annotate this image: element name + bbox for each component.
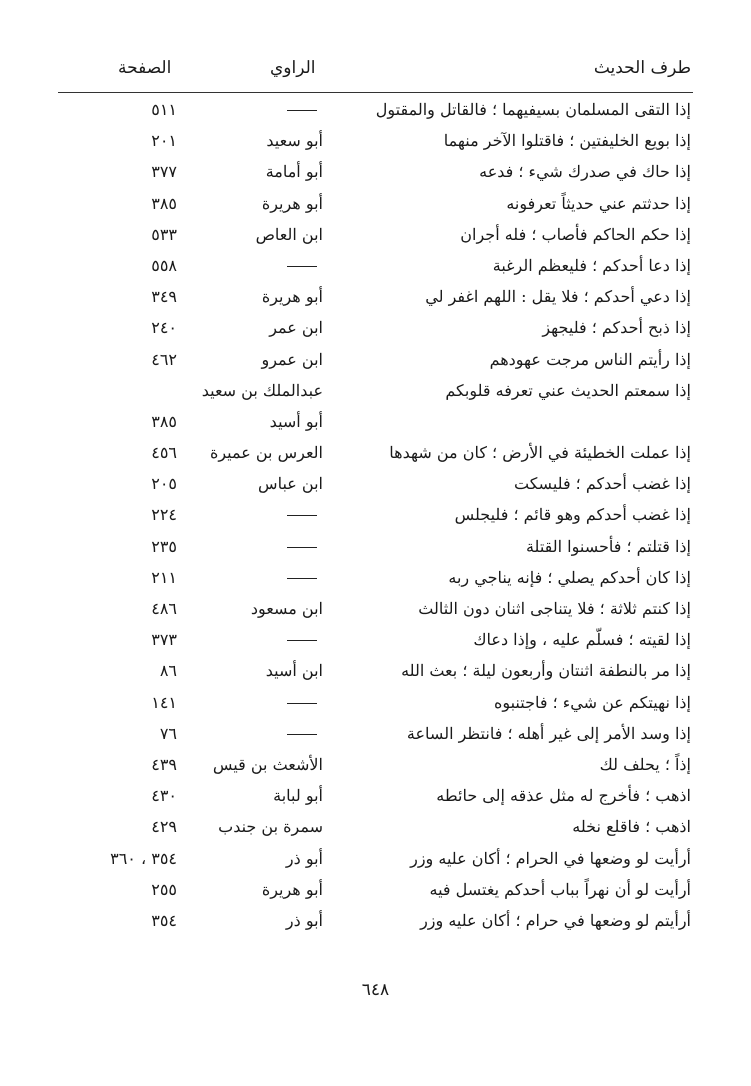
page-ref: ٢٤٠: [151, 318, 177, 338]
hadith-text: إذا لقيته ؛ فسلّم عليه ، وإذا دعاك: [473, 630, 691, 650]
hadith-text: إذا كان أحدكم يصلي ؛ فإنه يناجي ربه: [448, 567, 691, 587]
table-row: [0, 379, 751, 410]
page-ref: ٣٨٥: [151, 411, 177, 431]
table-row: [0, 192, 751, 223]
narrator: ابن العاص: [255, 224, 323, 244]
hadith-text: إذا دعا أحدكم ؛ فليعظم الرغبة: [492, 255, 691, 275]
narrator: ابن عباس: [258, 474, 323, 494]
page-ref: ٣٥٤: [151, 910, 177, 930]
narrator-dash: [287, 505, 323, 524]
hadith-text: أرأيتم لو وضعها في حرام ؛ أكان عليه وزر: [420, 910, 691, 930]
table-row: [0, 535, 751, 566]
table-row: [0, 659, 751, 690]
page-ref: ٣٤٩: [151, 287, 177, 307]
table-row: [0, 722, 751, 753]
dash-mark: [287, 703, 317, 704]
table-row: [0, 348, 751, 379]
table-row: [0, 878, 751, 909]
narrator: أبو أسيد: [269, 411, 323, 431]
table-row: [0, 223, 751, 254]
narrator-dash: [287, 568, 323, 587]
hadith-text: إذا حكم الحاكم فأصاب ؛ فله أجران: [460, 224, 691, 244]
page-ref: ٨٦: [159, 661, 177, 681]
table-row: [0, 815, 751, 846]
narrator-dash: [287, 630, 323, 649]
page-ref: ٣٧٣: [151, 630, 177, 650]
hadith-text: إذا التقى المسلمان بسيفيهما ؛ فالقاتل والمقتول: [375, 100, 691, 119]
table-row: [0, 254, 751, 285]
narrator: ابن عمر: [269, 318, 323, 338]
table-row: [0, 441, 751, 472]
narrator-dash: [287, 724, 323, 743]
hadith-text: إذا قتلتم ؛ فأحسنوا القتلة: [525, 536, 691, 556]
page-ref: ٢٠١: [151, 131, 177, 151]
narrator: أبو هريرة: [261, 287, 323, 307]
hadith-text: إذا رأيتم الناس مرجت عهودهم: [489, 349, 691, 369]
header-hadith: طرف الحديث: [593, 58, 691, 78]
hadith-text: اذهب ؛ فأخرج له مثل عذقه إلى حائطه: [436, 786, 691, 806]
dash-mark: [287, 110, 317, 111]
table-row: [0, 129, 751, 160]
page-ref: ٧٦: [159, 723, 177, 743]
page-ref: ٢٥٥: [151, 879, 177, 899]
table-row: [0, 503, 751, 534]
narrator: أبو أمامة: [265, 162, 323, 182]
page-ref: ٥٥٨: [151, 255, 177, 275]
dash-mark: [287, 640, 317, 641]
hadith-text: إذا غضب أحدكم وهو قائم ؛ فليجلس: [454, 505, 691, 525]
page-ref: ٤٢٩: [151, 817, 177, 837]
page-ref: ٤٣٠: [151, 786, 177, 806]
page-ref: ٢٢٤: [151, 505, 177, 525]
table-row: [0, 784, 751, 815]
page-ref: ٤٦٢: [151, 349, 177, 369]
narrator-dash: [287, 537, 323, 556]
hadith-text: إذا مر بالنطفة اثنتان وأربعون ليلة ؛ بعث الله: [401, 661, 691, 681]
table-row: [0, 628, 751, 659]
dash-mark: [287, 547, 317, 548]
page-ref: ٤٨٦: [151, 599, 177, 618]
page-ref: ١٤١: [151, 692, 177, 712]
hadith-text: إذا وسد الأمر إلى غير أهله ؛ فانتظر الساعة: [406, 723, 691, 743]
hadith-text: إذا حاك في صدرك شيء ؛ فدعه: [479, 162, 691, 182]
narrator: العرس بن عميرة: [209, 443, 323, 463]
dash-mark: [287, 266, 317, 267]
page-ref: ٥١١: [151, 100, 177, 119]
narrator-dash: [287, 693, 323, 712]
hadith-text: إذا غضب أحدكم ؛ فليسكت: [514, 474, 691, 494]
page-ref: ٥٣٣: [151, 224, 177, 244]
page-ref: ٣٧٧: [151, 162, 177, 182]
header-narrator: الراوي: [270, 58, 316, 78]
page-ref: ٤٥٦: [151, 443, 177, 463]
table-row: [0, 472, 751, 503]
narrator: أبو سعيد: [266, 131, 323, 151]
page-ref: ٢٣٥: [151, 536, 177, 556]
page-ref: ٤٣٩: [151, 754, 177, 774]
narrator: ابن عمرو: [261, 349, 323, 369]
narrator: الأشعث بن قيس: [212, 754, 323, 774]
page-ref: ٣٨٥: [151, 193, 177, 213]
table-row: [0, 847, 751, 878]
dash-mark: [287, 578, 317, 579]
narrator: ابن مسعود: [250, 599, 323, 618]
page-ref: ٢٠٥: [151, 474, 177, 494]
dash-mark: [287, 515, 317, 516]
table-row: [0, 909, 751, 940]
table-row: [0, 285, 751, 316]
hadith-text: إذاً ؛ يحلف لك: [599, 754, 691, 774]
hadith-text: اذهب ؛ فاقلع نخله: [572, 817, 691, 837]
header-page: الصفحة: [118, 58, 172, 78]
narrator: عبدالملك بن سعيد: [201, 380, 323, 400]
page-ref: ٣٥٤ ، ٣٦٠: [110, 848, 177, 868]
page-number: ٦٤٨: [361, 980, 390, 1000]
narrator: أبو ذر: [285, 910, 323, 930]
table-row: [0, 597, 751, 628]
hadith-text: إذا عملت الخطيئة في الأرض ؛ كان من شهدها: [389, 443, 691, 463]
hadith-text: إذا دعي أحدكم ؛ فلا يقل : اللهم اغفر لي: [425, 287, 691, 307]
narrator: ابن أسيد: [265, 661, 323, 681]
table-row: [0, 566, 751, 597]
narrator: أبو ذر: [285, 848, 323, 868]
hadith-text: إذا حدثتم عني حديثاً تعرفونه: [506, 193, 691, 213]
hadith-text: إذا سمعتم الحديث عني تعرفه قلوبكم: [445, 380, 691, 400]
table-row: [0, 160, 751, 191]
narrator-dash: [287, 256, 323, 275]
table-row: [0, 691, 751, 722]
table-row: [0, 316, 751, 347]
dash-mark: [287, 734, 317, 735]
hadith-text: أرأيت لو وضعها في الحرام ؛ أكان عليه وزر: [410, 848, 691, 868]
table-row: [0, 98, 751, 129]
page-ref: ٢١١: [151, 567, 177, 587]
index-table: [0, 98, 751, 940]
hadith-text: إذا نهيتكم عن شيء ؛ فاجتنبوه: [493, 692, 691, 712]
hadith-text: إذا ذبح أحدكم ؛ فليجهز: [542, 318, 691, 338]
hadith-text: أرأيت لو أن نهراً بباب أحدكم يغتسل فيه: [429, 879, 691, 899]
table-row: [0, 753, 751, 784]
narrator: سمرة بن جندب: [218, 817, 323, 837]
narrator: أبو لبابة: [273, 786, 323, 806]
narrator: أبو هريرة: [261, 879, 323, 899]
hadith-text: إذا بويع الخليفتين ؛ فاقتلوا الآخر منهما: [443, 131, 691, 151]
table-row: [0, 410, 751, 441]
header-rule: [58, 92, 693, 93]
narrator-dash: [287, 100, 323, 119]
narrator: أبو هريرة: [261, 193, 323, 213]
hadith-text: إذا كنتم ثلاثة ؛ فلا يتناجى اثنان دون الثالث: [418, 599, 691, 618]
